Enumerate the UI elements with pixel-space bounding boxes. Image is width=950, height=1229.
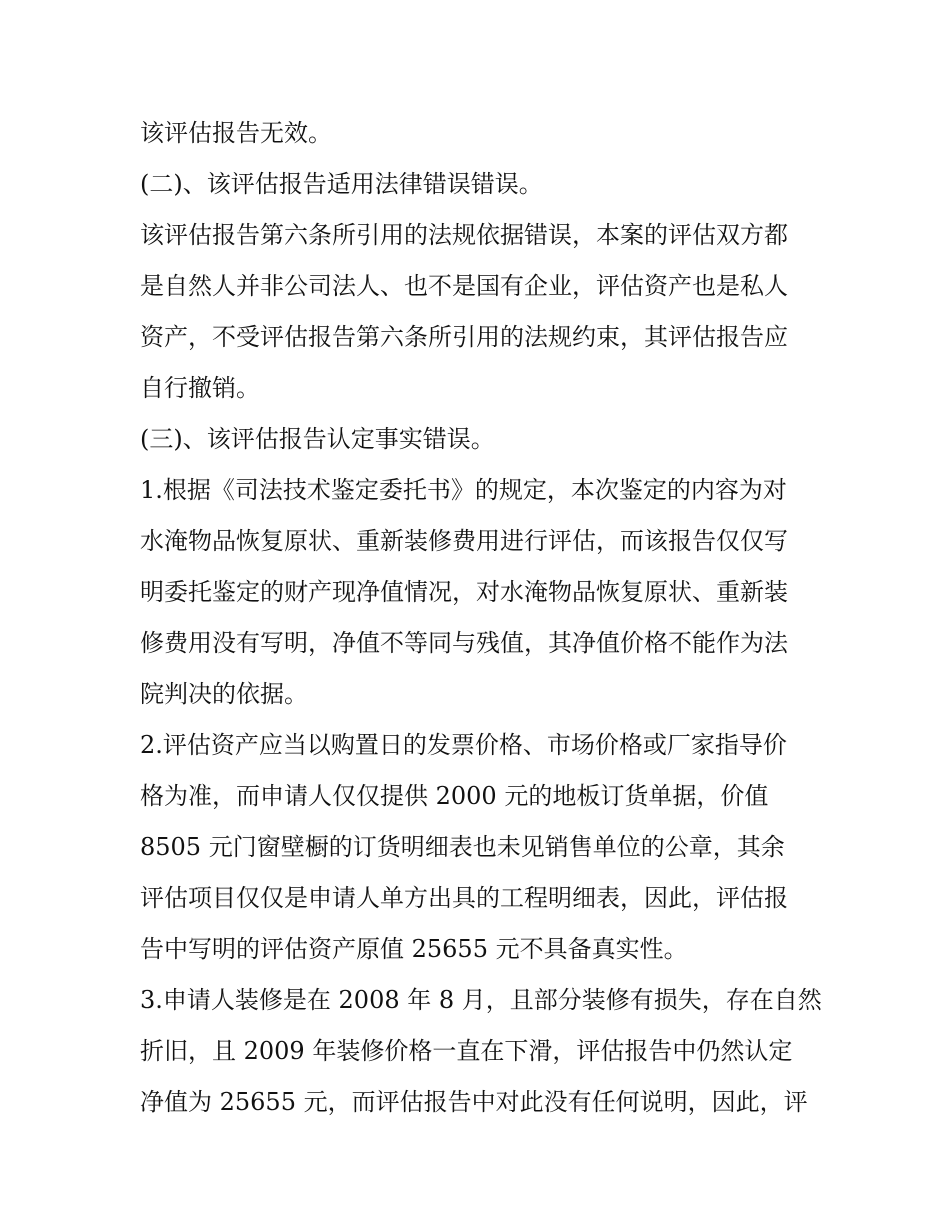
text-line: 3.申请人装修是在 2008 年 8 月，且部分装修有损失，存在自然 bbox=[140, 986, 822, 1014]
text-line: 2.评估资产应当以购置日的发票价格、市场价格或厂家指导价 bbox=[140, 731, 787, 759]
text-line: 8505 元门窗壁橱的订货明细表也未见销售单位的公章，其余 bbox=[140, 833, 785, 861]
section-heading: (二)、该评估报告适用法律错误错误。 bbox=[140, 170, 543, 198]
text-line: 明委托鉴定的财产现净值情况，对水淹物品恢复原状、重新装 bbox=[140, 578, 788, 606]
text-line: 折旧，且 2009 年装修价格一直在下滑，评估报告中仍然认定 bbox=[140, 1037, 793, 1065]
text-line: 自行撤销。 bbox=[140, 374, 260, 402]
section-heading: (三)、该评估报告认定事实错误。 bbox=[140, 425, 495, 453]
text-line: 该评估报告无效。 bbox=[140, 119, 332, 147]
text-line: 评估项目仅仅是申请人单方出具的工程明细表，因此，评估报 bbox=[140, 884, 788, 912]
text-line: 修费用没有写明，净值不等同与残值，其净值价格不能作为法 bbox=[140, 629, 788, 657]
text-line: 资产，不受评估报告第六条所引用的法规约束，其评估报告应 bbox=[140, 323, 788, 351]
text-line: 1.根据《司法技术鉴定委托书》的规定，本次鉴定的内容为对 bbox=[140, 476, 787, 504]
text-line: 水淹物品恢复原状、重新装修费用进行评估，而该报告仅仅写 bbox=[140, 527, 788, 555]
text-line: 是自然人并非公司法人、也不是国有企业，评估资产也是私人 bbox=[140, 272, 788, 300]
text-line: 院判决的依据。 bbox=[140, 680, 308, 708]
text-line: 该评估报告第六条所引用的法规依据错误，本案的评估双方都 bbox=[140, 221, 788, 249]
text-line: 告中写明的评估资产原值 25655 元不具备真实性。 bbox=[140, 935, 688, 963]
text-line: 净值为 25655 元，而评估报告中对此没有任何说明，因此，评 bbox=[140, 1088, 808, 1116]
text-line: 格为准，而申请人仅仅提供 2000 元的地板订货单据，价值 bbox=[140, 782, 769, 810]
body-text bbox=[140, 108, 830, 1128]
